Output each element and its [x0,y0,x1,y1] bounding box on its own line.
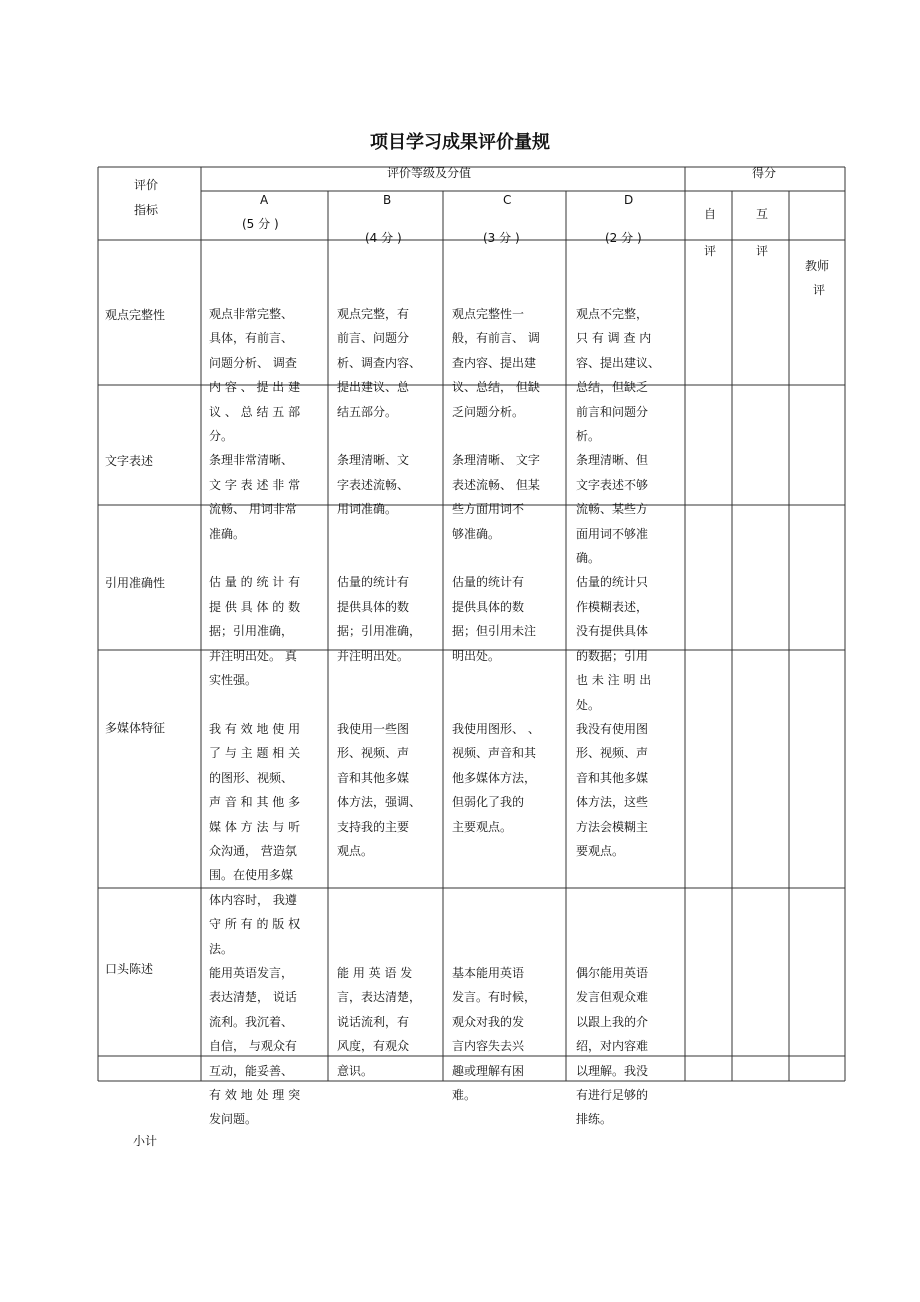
descriptor-line [337,424,421,448]
descriptor-line: 没有提供具体 [576,624,649,639]
subtotal-label: 小计 [133,1134,158,1148]
descriptor-line: 能用英语发言， [209,965,294,980]
descriptor-line: 要观点。 [576,843,625,858]
descriptor-line: 有 效 地 处 理 突 [209,1088,301,1102]
descriptor-line: 只 有 调 查 内 [576,331,652,346]
descriptor-line: 般，有前言、 调 [452,331,540,346]
descriptor-line: 条理清晰、但 [576,453,649,468]
descriptor-line [576,888,660,912]
descriptor-line: 估量的统计有 [337,575,410,590]
descriptor-line [452,912,540,936]
descriptor-line: 众沟通， 营造氛 [209,843,297,858]
header-score-group: 得分 [752,166,777,180]
descriptor-line: 观点非常完整、 [209,307,294,321]
descriptor-line: 用词准确。 [337,502,398,517]
descriptor-line [576,863,660,887]
descriptor-line: 析、调查内容、 [337,355,422,370]
descriptor-line: 条理非常清晰、 [209,453,294,468]
descriptor-line: 内 容 、 提 出 建 [209,380,301,395]
descriptor-line: 体内容时， 我遵 [209,892,297,907]
descriptor-line: 趣或理解有困 [452,1063,525,1078]
descriptor-line: 以理解。我没 [576,1063,649,1078]
descriptor-line: 方法会模糊主 [576,819,649,834]
descriptor-line: 偶尔能用英语 [576,965,649,980]
descriptor-line: 观点不完整， [576,307,649,321]
descriptor-line: 我使用一些图 [337,721,410,736]
descriptor-line: 也 未 注 明 出 [576,673,652,688]
descriptor-line [452,863,540,887]
descriptor-line: 提供具体的数 [452,599,525,614]
header-index-label-2: 指标 [134,203,159,217]
descriptor-line: 议 、 总 结 五 部 [209,404,301,419]
descriptor-line: 视频、声音和其 [452,746,537,761]
header-peer-eval-2: 评 [756,244,769,258]
descriptor-line: 观点。 [337,843,374,858]
descriptor-line: 准确。 [209,526,246,541]
descriptor-line: 作模糊表述， [576,599,649,614]
descriptor-line: 并注明出处。 真 [209,648,297,663]
descriptor-line [209,546,300,570]
descriptor-line: 议、总结， 但缺 [452,380,540,395]
descriptor-line: 据；引用准确， [337,624,422,639]
descriptor-line: 估量的统计有 [452,575,525,590]
descriptor-line: 守 所 有 的 版 权 [209,917,301,932]
descriptor-line: 我使用图形、 、 [452,721,540,736]
descriptor-line: 据；但引用未注 [452,624,537,639]
descriptor-line: 能 用 英 语 发 [337,965,413,980]
header-teacher-eval-2: 评 [813,283,826,297]
descriptor-line: 声 音 和 其 他 多 [209,795,301,810]
level-a-descriptors [209,302,300,1132]
header-level-a: A [260,193,269,207]
descriptor-line [337,668,421,692]
criterion-citation: 引用准确性 [105,576,166,590]
descriptor-line: 音和其他多媒 [576,770,649,785]
level-d-descriptors [576,302,660,1132]
descriptor-line: 提供具体的数 [337,599,410,614]
header-level-d-points: (2 分 ) [605,231,642,245]
criterion-multimedia: 多媒体特征 [105,721,166,735]
descriptor-line: 有进行足够的 [576,1088,649,1102]
descriptor-line [337,937,421,961]
header-level-c-points: (3 分 ) [483,231,520,245]
descriptor-line: 基本能用英语 [452,965,525,980]
descriptor-line: 总结，但缺乏 [576,380,649,395]
descriptor-line: 前言、问题分 [337,331,410,346]
descriptor-line: 观点完整，有 [337,307,410,321]
descriptor-line [337,912,421,936]
criterion-oral: 口头陈述 [105,962,154,976]
descriptor-line: 观点完整性一 [452,307,525,321]
descriptor-line: 前言和问题分 [576,404,649,419]
descriptor-line: 体方法，强调、 [337,795,422,810]
descriptor-line: 估量的统计只 [576,575,649,590]
descriptor-line [337,522,421,546]
header-peer-eval: 互 [756,207,769,221]
level-c-descriptors [452,302,540,1107]
header-level-d: D [624,193,634,207]
descriptor-line: 条理清晰、 文字 [452,453,540,468]
descriptor-line: 够准确。 [452,526,501,541]
descriptor-line: 文 字 表 述 非 常 [209,477,301,492]
descriptor-line: 析。 [576,429,601,444]
descriptor-line: 处。 [576,697,601,712]
descriptor-line: 说话流利，有 [337,1014,410,1029]
descriptor-line: 法。 [209,941,234,956]
header-levels-group: 评价等级及分值 [387,166,472,180]
descriptor-line: 绍，对内容难 [576,1039,649,1054]
descriptor-line: 确。 [576,551,601,566]
descriptor-line: 体方法，这些 [576,795,649,810]
descriptor-line: 分。 [209,429,234,444]
descriptor-line: 音和其他多媒 [337,770,410,785]
descriptor-line: 了 与 主 题 相 关 [209,746,301,761]
descriptor-line [337,888,421,912]
descriptor-line: 乏问题分析。 [452,404,525,419]
descriptor-line: 媒 体 方 法 与 听 [209,819,301,834]
descriptor-line: 形、视频、声 [576,746,649,761]
descriptor-line: 排练。 [576,1112,613,1127]
descriptor-line: 实性强。 [209,673,258,688]
descriptor-line [452,937,540,961]
criterion-wording: 文字表述 [105,454,154,468]
header-level-c: C [503,193,512,207]
descriptor-line: 的图形、视频、 [209,770,294,785]
level-b-descriptors [337,302,421,1083]
descriptor-line [337,863,421,887]
descriptor-line: 观众对我的发 [452,1014,525,1029]
descriptor-line: 结五部分。 [337,404,398,419]
criterion-completeness: 观点完整性 [105,308,166,322]
descriptor-line [452,424,540,448]
descriptor-line: 形、视频、声 [337,746,410,761]
descriptor-line [576,912,660,936]
descriptor-line: 自信， 与观众有 [209,1039,297,1054]
descriptor-line: 互动，能妥善、 [209,1063,294,1078]
descriptor-line: 难。 [452,1088,477,1102]
descriptor-line: 意识。 [337,1063,374,1078]
descriptor-line: 流畅、 用词非常 [209,502,297,517]
descriptor-line: 面用词不够准 [576,526,649,541]
descriptor-line: 流畅、某些方 [576,502,649,517]
descriptor-line: 些方面用词不 [452,502,525,517]
descriptor-line: 条理清晰、文 [337,453,410,468]
descriptor-line: 言，表达清楚， [337,990,422,1005]
descriptor-line: 我 有 效 地 使 用 [209,721,301,736]
descriptor-line: 具体，有前言、 [209,331,294,346]
header-teacher-eval: 教师 [805,259,830,273]
descriptor-line: 提出建议、总 [337,380,410,395]
header-level-b: B [383,193,392,207]
descriptor-line: 估 量 的 统 计 有 [209,575,301,590]
descriptor-line [337,546,421,570]
descriptor-line: 提 供 具 体 的 数 [209,599,301,614]
descriptor-line: 发言但观众难 [576,990,649,1005]
descriptor-line: 表达清楚， 说话 [209,990,297,1005]
descriptor-line: 字表述流畅、 [337,477,410,492]
descriptor-line [452,668,540,692]
header-level-a-points: (5 分 ) [242,217,279,231]
descriptor-line: 言内容失去兴 [452,1039,525,1054]
descriptor-line: 并注明出处。 [337,648,410,663]
descriptor-line: 查内容、提出建 [452,355,537,370]
descriptor-line: 我没有使用图 [576,721,649,736]
descriptor-line: 据；引用准确， [209,624,294,639]
descriptor-line [337,693,421,717]
descriptor-line: 的数据；引用 [576,648,649,663]
header-index-label: 评价 [134,178,159,192]
descriptor-line: 他多媒体方法， [452,770,537,785]
descriptor-line: 以跟上我的介 [576,1014,649,1029]
descriptor-line: 发言。有时候， [452,990,537,1005]
descriptor-line: 流利。我沉着、 [209,1014,294,1029]
descriptor-line: 容、提出建议、 [576,355,661,370]
descriptor-line: 围。在使用多媒 [209,868,294,883]
descriptor-line: 问题分析、 调查 [209,355,297,370]
descriptor-line [209,693,300,717]
descriptor-line [452,839,540,863]
descriptor-line [452,693,540,717]
header-self-eval: 自 [704,207,717,221]
descriptor-line: 明出处。 [452,648,501,663]
header-self-eval-2: 评 [704,244,717,258]
descriptor-line: 风度，有观众 [337,1039,410,1054]
descriptor-line [452,546,540,570]
descriptor-line: 主要观点。 [452,819,513,834]
descriptor-line: 支持我的主要 [337,819,410,834]
descriptor-line: 表述流畅、 但某 [452,477,540,492]
descriptor-line [452,888,540,912]
descriptor-line: 发问题。 [209,1112,258,1127]
descriptor-line: 但弱化了我的 [452,795,525,810]
header-level-b-points: (4 分 ) [365,231,402,245]
document-title: 项目学习成果评价量规 [370,132,550,153]
descriptor-line [576,937,660,961]
descriptor-line: 文字表述不够 [576,477,649,492]
